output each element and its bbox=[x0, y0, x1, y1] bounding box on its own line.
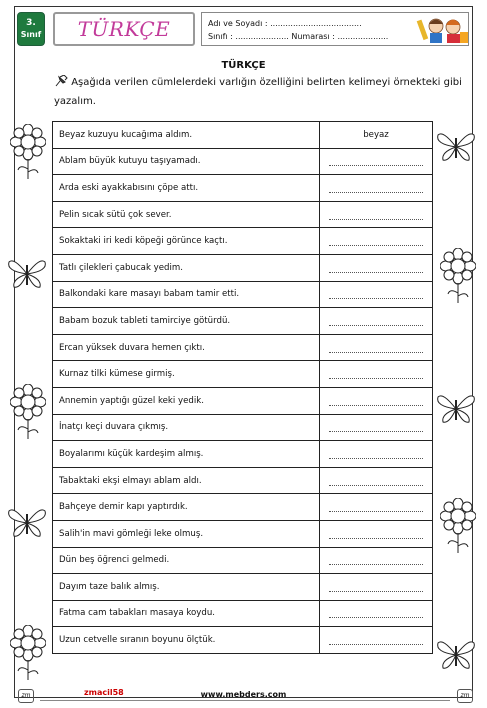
instruction-text-1: Aşağıda verilen cümlelerdeki varlığın özelliğini belirten kelimeyi örnekteki gibi bbox=[71, 77, 462, 88]
butterfly-icon bbox=[6, 257, 48, 291]
answer-blank[interactable] bbox=[320, 308, 433, 335]
sentence-cell: Sokaktaki iri kedi köpeği görünce kaçtı. bbox=[53, 228, 320, 255]
answer-dotted-line[interactable] bbox=[329, 207, 423, 220]
answer-blank[interactable] bbox=[320, 228, 433, 255]
answer-blank[interactable] bbox=[320, 574, 433, 601]
answer-dotted-line[interactable] bbox=[329, 632, 423, 645]
sentence-cell: Bahçeye demir kapı yaptırdık. bbox=[53, 494, 320, 521]
sentence-cell: Pelin sıcak sütü çok sever. bbox=[53, 201, 320, 228]
table-row bbox=[53, 228, 433, 255]
answer-dotted-line[interactable] bbox=[329, 446, 423, 459]
answer-dotted-line[interactable] bbox=[329, 499, 423, 512]
table-row bbox=[53, 441, 433, 468]
table-row bbox=[53, 254, 433, 281]
butterfly-icon bbox=[435, 638, 477, 672]
table-row bbox=[53, 148, 433, 175]
sentence-cell: Fatma cam tabakları masaya koydu. bbox=[53, 600, 320, 627]
answer-dotted-line[interactable] bbox=[329, 313, 423, 326]
table-row bbox=[53, 520, 433, 547]
kids-illustration-icon bbox=[416, 12, 469, 46]
flower-icon bbox=[440, 248, 476, 304]
sentence-cell: İnatçı keçi duvara çıkmış. bbox=[53, 414, 320, 441]
grade-number: 3. bbox=[26, 18, 36, 28]
answer-dotted-line[interactable] bbox=[329, 393, 423, 406]
table-row bbox=[53, 175, 433, 202]
answer-dotted-line[interactable] bbox=[329, 473, 423, 486]
answer-dotted-line[interactable] bbox=[329, 552, 423, 565]
flower-icon bbox=[440, 498, 476, 554]
answer-blank[interactable] bbox=[320, 547, 433, 574]
sentence-cell: Tabaktaki ekşi elmayı ablam aldı. bbox=[53, 467, 320, 494]
answer-blank[interactable] bbox=[320, 281, 433, 308]
answer-blank[interactable] bbox=[320, 361, 433, 388]
answer-dotted-line[interactable] bbox=[329, 419, 423, 432]
sentence-cell: Dün beş öğrenci gelmedi. bbox=[53, 547, 320, 574]
answer-blank[interactable] bbox=[320, 414, 433, 441]
table-row bbox=[53, 281, 433, 308]
table-row bbox=[53, 387, 433, 414]
answer-blank[interactable] bbox=[320, 387, 433, 414]
sentence-cell: Arda eski ayakkabısını çöpe attı. bbox=[53, 175, 320, 202]
answer-blank[interactable] bbox=[320, 600, 433, 627]
table-row bbox=[53, 467, 433, 494]
pushpin-icon bbox=[54, 75, 68, 87]
footer-badge-right: zm bbox=[457, 689, 473, 703]
answer-cell[interactable]: beyaz bbox=[320, 122, 433, 149]
table-row bbox=[53, 600, 433, 627]
answer-dotted-line[interactable] bbox=[329, 340, 423, 353]
butterfly-icon bbox=[435, 392, 477, 426]
sentence-cell: Ercan yüksek duvara hemen çıktı. bbox=[53, 334, 320, 361]
grade-label: Sınıf bbox=[20, 30, 42, 39]
flower-icon bbox=[10, 384, 46, 440]
answer-dotted-line[interactable] bbox=[329, 153, 423, 166]
answer-dotted-line[interactable] bbox=[329, 605, 423, 618]
sentence-cell: Salih'in mavi gömleği leke olmuş. bbox=[53, 520, 320, 547]
answer-blank[interactable] bbox=[320, 175, 433, 202]
answer-dotted-line[interactable] bbox=[329, 366, 423, 379]
answer-blank[interactable] bbox=[320, 520, 433, 547]
table-row bbox=[53, 547, 433, 574]
footer-badge-left: zm bbox=[18, 689, 34, 703]
exercise-table bbox=[52, 121, 433, 654]
sentence-cell: Balkondaki kare masayı babam tamir etti. bbox=[53, 281, 320, 308]
sentence-cell: Ablam büyük kutuyu taşıyamadı. bbox=[53, 148, 320, 175]
answer-dotted-line[interactable] bbox=[329, 260, 423, 273]
answer-blank[interactable] bbox=[320, 148, 433, 175]
answer-blank[interactable] bbox=[320, 627, 433, 654]
sentence-cell: Kurnaz tilki kümese girmiş. bbox=[53, 361, 320, 388]
sentence-cell: Boyalarımı küçük kardeşim almış. bbox=[53, 441, 320, 468]
answer-dotted-line[interactable] bbox=[329, 286, 423, 299]
page-title bbox=[53, 12, 195, 46]
footer-code: zmacil58 bbox=[84, 688, 124, 697]
answer-dotted-line[interactable] bbox=[329, 526, 423, 539]
table-row bbox=[53, 414, 433, 441]
answer-blank[interactable] bbox=[320, 201, 433, 228]
sentence-cell: Dayım taze balık almış. bbox=[53, 574, 320, 601]
butterfly-icon bbox=[6, 506, 48, 540]
sentence-cell: Beyaz kuzuyu kucağıma aldım. bbox=[53, 122, 320, 149]
sentence-cell: Uzun cetvelle sıranın boyunu ölçtük. bbox=[53, 627, 320, 654]
instruction-text-2: yazalım. bbox=[54, 96, 96, 107]
answer-dotted-line[interactable] bbox=[329, 579, 423, 592]
sentence-cell: Tatlı çilekleri çabucak yedim. bbox=[53, 254, 320, 281]
name-field[interactable]: Adı ve Soyadı : .................................... bbox=[208, 19, 362, 28]
title-text: TÜRKÇE bbox=[77, 17, 171, 41]
answer-dotted-line[interactable] bbox=[329, 233, 423, 246]
flower-icon bbox=[10, 124, 46, 180]
subject-heading: TÜRKÇE bbox=[221, 60, 266, 71]
table-row bbox=[53, 494, 433, 521]
answer-blank[interactable] bbox=[320, 467, 433, 494]
table-row bbox=[53, 574, 433, 601]
footer-divider bbox=[40, 700, 450, 701]
table-row bbox=[53, 361, 433, 388]
answer-blank[interactable] bbox=[320, 334, 433, 361]
footer-website[interactable]: www.mebders.com bbox=[200, 690, 287, 699]
table-row bbox=[53, 122, 433, 149]
table-row bbox=[53, 627, 433, 654]
answer-blank[interactable] bbox=[320, 254, 433, 281]
class-number-field[interactable]: Sınıfı : ..................... Numarası : .................... bbox=[208, 32, 389, 41]
flower-icon bbox=[10, 625, 46, 681]
table-row bbox=[53, 308, 433, 335]
grade-badge bbox=[17, 12, 45, 46]
table-row bbox=[53, 201, 433, 228]
sentence-cell: Babam bozuk tableti tamirciye götürdü. bbox=[53, 308, 320, 335]
answer-blank[interactable] bbox=[320, 441, 433, 468]
table-row bbox=[53, 334, 433, 361]
sentence-cell: Annemin yaptığı güzel keki yedik. bbox=[53, 387, 320, 414]
answer-dotted-line[interactable] bbox=[329, 180, 423, 193]
butterfly-icon bbox=[435, 130, 477, 164]
instruction-line-1 bbox=[54, 75, 474, 91]
answer-blank[interactable] bbox=[320, 494, 433, 521]
